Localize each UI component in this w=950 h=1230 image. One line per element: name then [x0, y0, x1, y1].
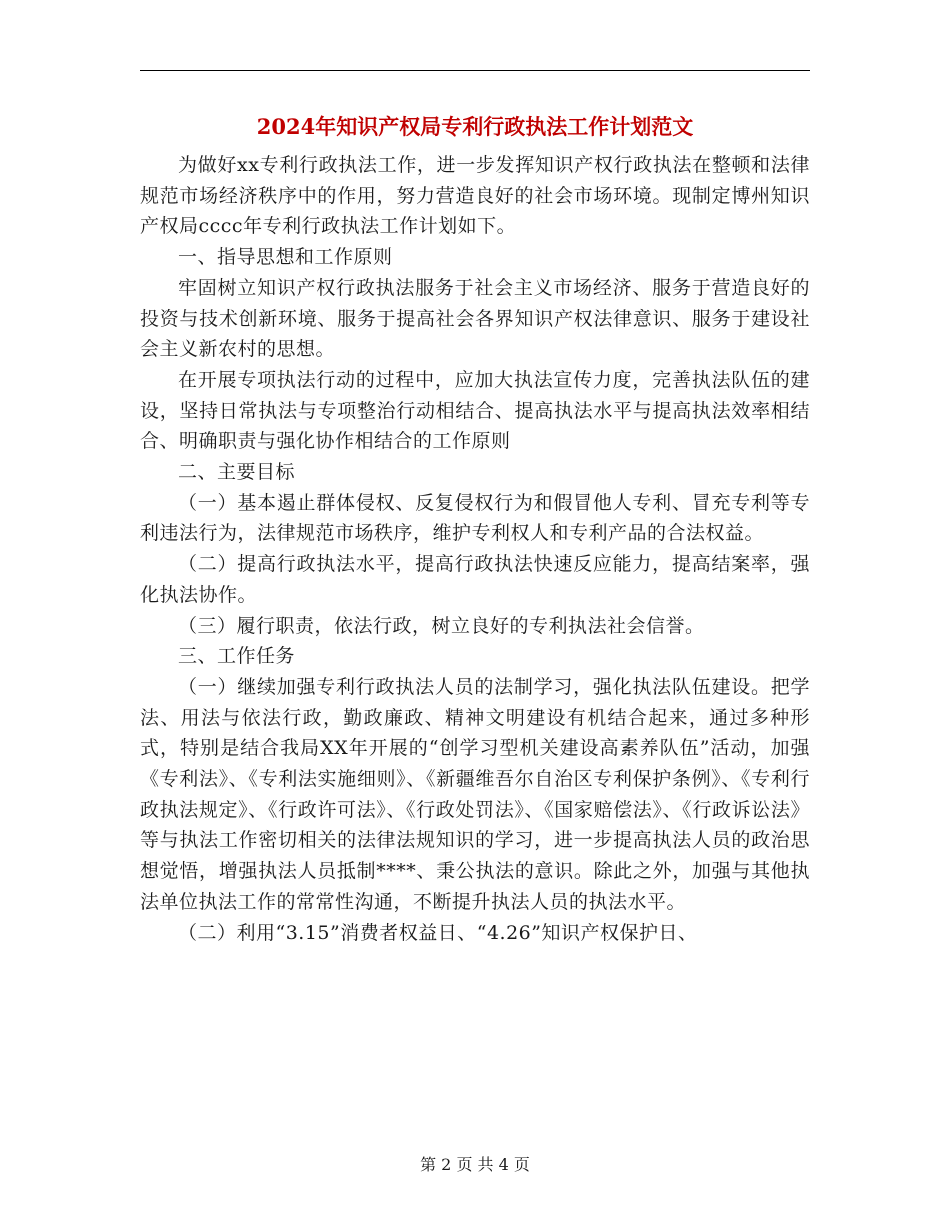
- page-number: 第 2 页 共 4 页: [420, 1155, 530, 1174]
- section-heading-guiding-principles: 一、指导思想和工作原则: [178, 246, 393, 269]
- task-item: （一）继续加强专利行政执法人员的法制学习，强化执法队伍建设。把学法、用法与依法行政，勤政廉政、精神文明建设有机结合起来，通过多种形式，特别是结合我局XX年开展的“创学习型机关建设高素养队伍”活动，加强《专利法》、《专利法实施细则》、《新疆维吾尔自治区专利保护条例》、《专利行政执法规定》、《行政许可法》、《行政处罚法》、《国家赔偿法》、《行政诉讼法》等与执法工作密切相关的法律法规知识的学习，进一步提高执法人员的政治思想觉悟，增强执法人员抵制****、秉公执法的意识。除此之外，加强与其他执法单位执法工作的常常性沟通，不断提升执法人员的执法水平。: [140, 675, 810, 913]
- header-rule: [140, 70, 810, 71]
- goal-item: （三）履行职责，依法行政，树立良好的专利执法社会信誉。: [178, 614, 705, 637]
- section-heading-main-goals: 二、主要目标: [178, 461, 296, 484]
- section-heading-work-tasks: 三、工作任务: [178, 645, 296, 668]
- intro-paragraph: 为做好xx专利行政执法工作，进一步发挥知识产权行政执法在整顿和法律规范市场经济秩序中的作用，努力营造良好的社会市场环境。现制定博州知识产权局cccc年专利行政执法工作计划如下。: [140, 154, 810, 238]
- goal-item: （二）提高行政执法水平，提高行政执法快速反应能力，提高结案率，强化执法协作。: [140, 553, 810, 606]
- body-paragraph: 牢固树立知识产权行政执法服务于社会主义市场经济、服务于营造良好的投资与技术创新环境、服务于提高社会各界知识产权法律意识、服务于建设社会主义新农村的思想。: [140, 276, 810, 361]
- document-body: [140, 150, 810, 948]
- goal-item: （一）基本遏止群体侵权、反复侵权行为和假冒他人专利、冒充专利等专利违法行为，法律规范市场秩序，维护专利权人和专利产品的合法权益。: [140, 491, 810, 545]
- document-title: 2024年知识产权局专利行政执法工作计划范文: [256, 114, 694, 139]
- body-paragraph: 在开展专项执法行动的过程中，应加大执法宣传力度，完善执法队伍的建设，坚持日常执法与专项整治行动相结合、提高执法水平与提高执法效率相结合、明确职责与强化协作相结合的工作原则: [140, 368, 810, 453]
- task-item: （二）利用“3.15”消费者权益日、“4.26”知识产权保护日、: [178, 921, 698, 944]
